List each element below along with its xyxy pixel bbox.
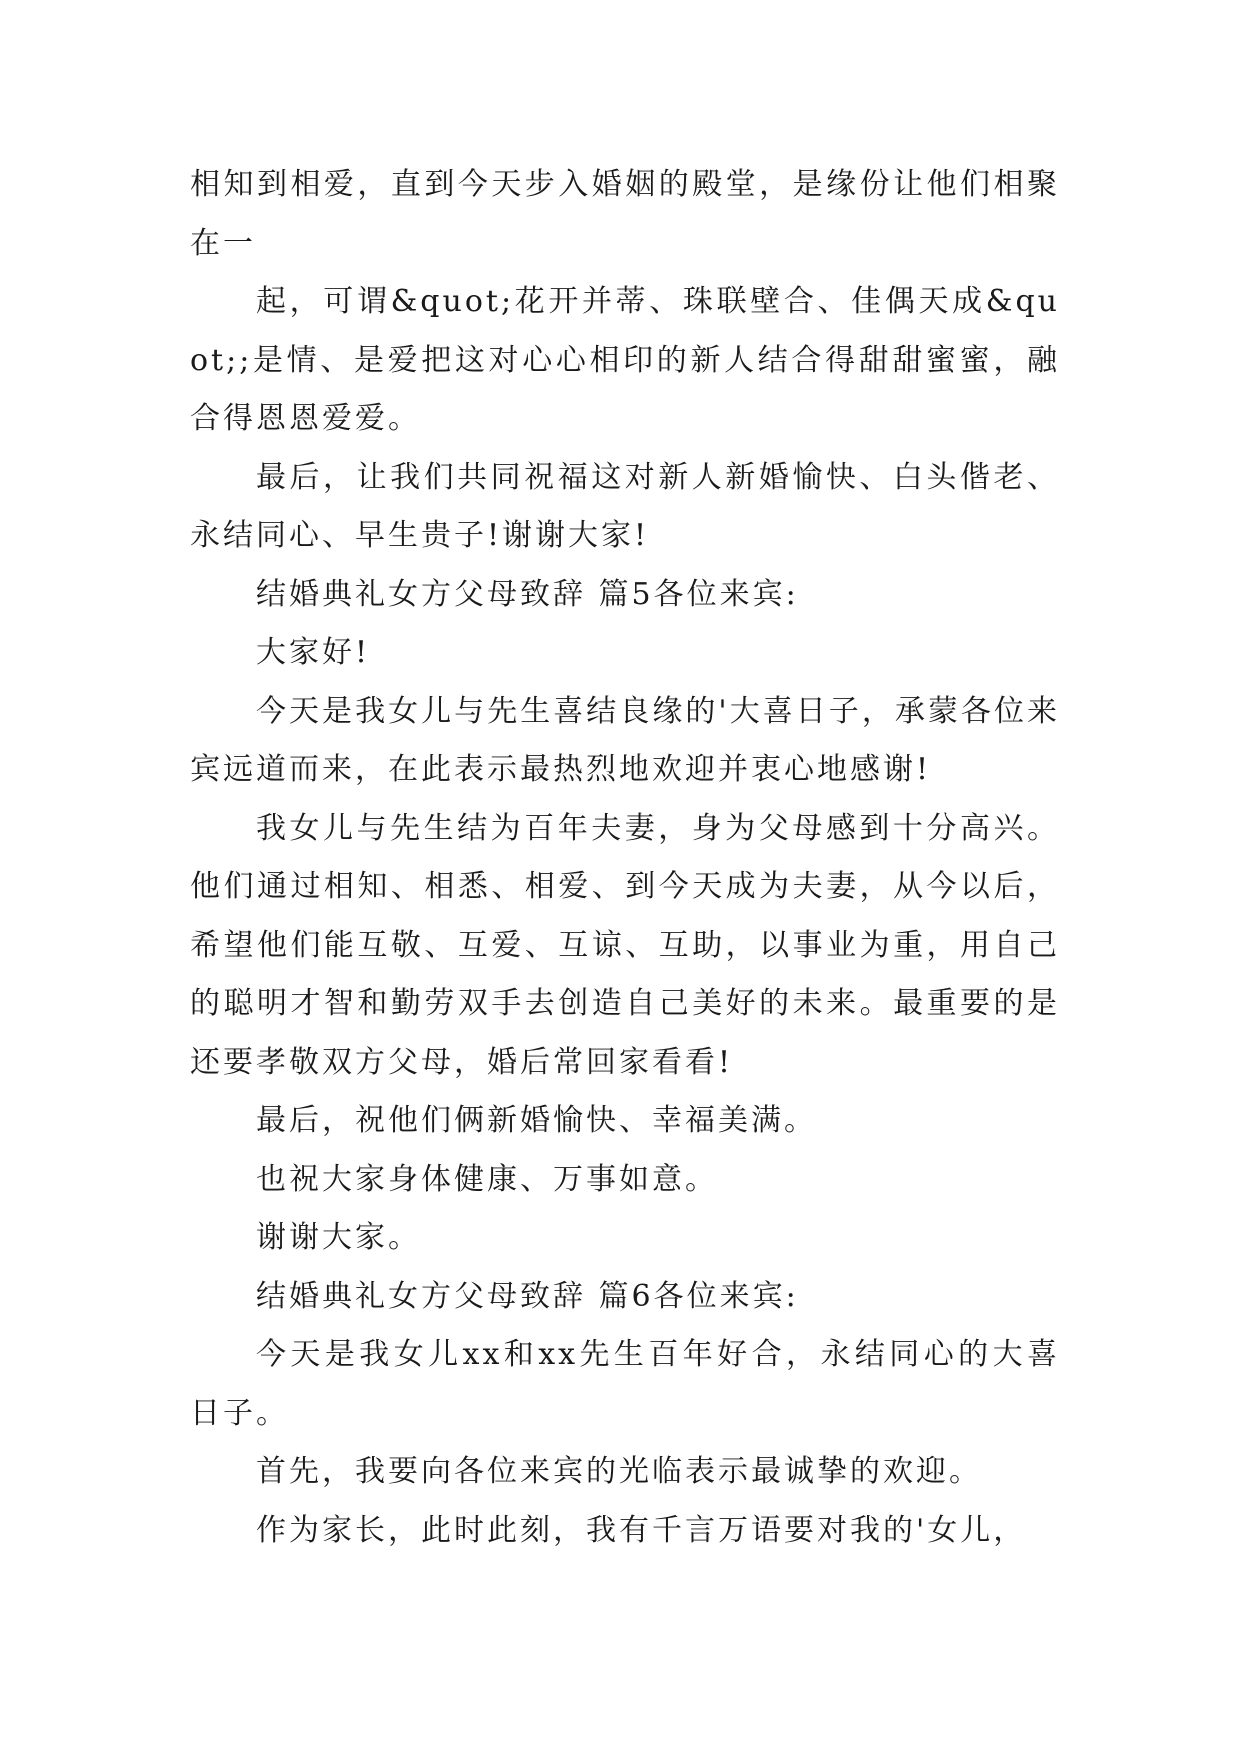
paragraph: 我女儿与先生结为百年夫妻，身为父母感到十分高兴。他们通过相知、相悉、相爱、到今天成为夫妻，从今以后，希望他们能互敬、互爱、互谅、互助，以事业为重，用自己的聪明才智和勤劳双手去创造自己美好的未来。最重要的是还要孝敬双方父母，婚后常回家看看! <box>190 810 1060 1080</box>
paragraph: 大家好! <box>256 635 371 670</box>
paragraph: 首先，我要向各位来宾的光临表示最诚挚的欢迎。 <box>256 1454 982 1489</box>
paragraph: 今天是我女儿与先生喜结良缘的'大喜日子，承蒙各位来宾远道而来，在此表示最热烈地欢迎并衷心地感谢! <box>190 693 1060 787</box>
document-body <box>190 156 1060 1560</box>
paragraph: 作为家长，此时此刻，我有千言万语要对我的'女儿， <box>256 1512 1027 1548</box>
paragraph: 也祝大家身体健康、万事如意。 <box>256 1161 718 1197</box>
paragraph: 谢谢大家。 <box>256 1220 421 1255</box>
paragraph: 相知到相爱，直到今天步入婚姻的殿堂，是缘份让他们相聚在一 <box>190 167 1060 261</box>
paragraph: 今天是我女儿xx和xx先生百年好合，永结同心的大喜日子。 <box>190 1337 1060 1431</box>
section-heading: 结婚典礼女方父母致辞 篇6各位来宾: <box>256 1278 799 1314</box>
paragraph: 最后，祝他们俩新婚愉快、幸福美满。 <box>256 1103 817 1138</box>
paragraph: 最后，让我们共同祝福这对新人新婚愉快、白头偕老、永结同心、早生贵子!谢谢大家! <box>190 459 1060 553</box>
paragraph: 起，可谓&quot;花开并蒂、珠联壁合、佳偶天成&quot;;是情、是爱把这对心心相印的新人结合得甜甜蜜蜜，融合得恩恩爱爱。 <box>190 284 1060 436</box>
section-heading: 结婚典礼女方父母致辞 篇5各位来宾: <box>256 576 799 612</box>
